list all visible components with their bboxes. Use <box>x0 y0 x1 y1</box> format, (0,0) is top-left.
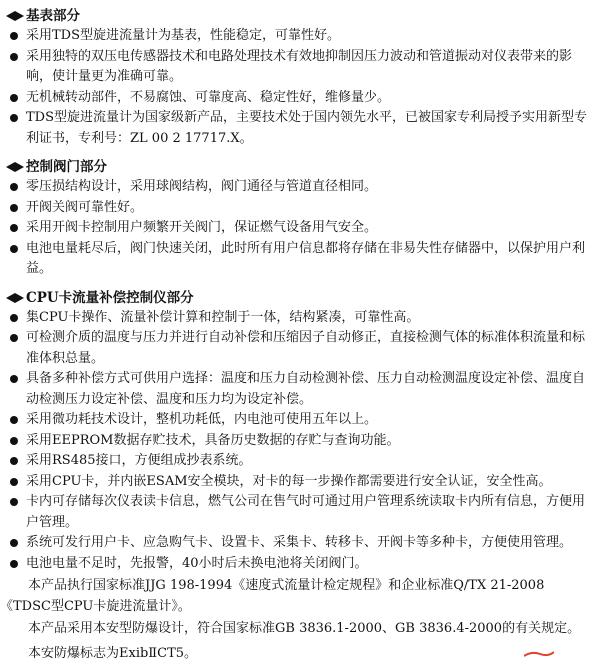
list-item: 电池电量耗尽后，阀门快速关闭，此时所有用户信息都将存储在非易失性存储器中，以保护用户利益。 <box>0 239 602 280</box>
section-heading <box>0 288 602 308</box>
list-item: 采用TDS型旋进流量计为基表，性能稳定，可靠性好。 <box>0 26 602 47</box>
circle-bullet-icon <box>10 560 18 568</box>
standard-paragraph <box>0 576 602 597</box>
section-control-valve <box>0 157 602 280</box>
circle-bullet-icon <box>10 375 18 383</box>
list-item: 零压损结构设计，采用球阀结构，阀门通径与管道直径相同。 <box>0 177 602 198</box>
spacer <box>0 149 602 157</box>
circle-bullet-icon <box>10 114 18 122</box>
list-item: TDS型旋进流量计为国家级新产品，主要技术处于国内领先水平，已被国家专利局授予实用新型专利证书，专利号：ZL 00 2 17717.X。 <box>0 108 602 149</box>
list-item: 采用EEPROM数据存贮技术，具备历史数据的存贮与查询功能。 <box>0 431 602 452</box>
section-heading <box>0 6 602 26</box>
circle-bullet-icon <box>10 245 18 253</box>
circle-bullet-icon <box>10 334 18 342</box>
standard-line-2: 《TDSC型CPU卡旋进流量计》。 <box>0 597 588 618</box>
list-item: 采用开阀卡控制用户频繁开关阀门，保证燃气设备用气安全。 <box>0 218 602 239</box>
circle-bullet-icon <box>10 53 18 61</box>
section-title: 基表部分 <box>26 8 80 24</box>
explosion-proof-paragraph: 本产品采用本安型防爆设计，符合国家标准GB 3836.1-2000、GB 3836.4-2000的有关规定。 <box>0 619 602 640</box>
section-base-meter <box>0 6 602 149</box>
list-item: 无机械转动部件，不易腐蚀、可靠度高、稳定性好，维修量少。 <box>0 88 602 109</box>
circle-bullet-icon <box>10 183 18 191</box>
circle-bullet-icon <box>10 204 18 212</box>
diamond-bullet-icon <box>6 162 15 172</box>
circle-bullet-icon <box>10 437 18 445</box>
item-list <box>0 177 602 280</box>
circle-bullet-icon <box>10 457 18 465</box>
list-item: 采用RS485接口，方便组成抄表系统。 <box>0 451 602 472</box>
diamond-bullet-icon <box>6 293 15 303</box>
list-item: 集CPU卡操作、流量补偿计算和控制于一体，结构紧凑，可靠性高。 <box>0 308 602 329</box>
circle-bullet-icon <box>10 539 18 547</box>
decorative-wave-icon <box>524 651 554 657</box>
circle-bullet-icon <box>10 32 18 40</box>
section-title: CPU卡流量补偿控制仪部分 <box>26 290 194 306</box>
list-item: 系统可发行用户卡、应急购气卡、设置卡、采集卡、转移卡、开阀卡等多种卡，方便使用管理。 <box>0 533 602 554</box>
list-item: 电池电量不足时，先报警，40小时后未换电池将关闭阀门。 <box>0 554 602 575</box>
circle-bullet-icon <box>10 416 18 424</box>
standard-line-1: 本产品执行国家标准JJG 198-1994《速度式流量计检定规程》和企业标准Q/TX 21-2008 <box>28 576 588 597</box>
spacer <box>0 280 602 288</box>
list-item: 采用CPU卡，并内嵌ESAM安全模块，对卡的每一步操作都需要进行安全认证，安全性高。 <box>0 472 602 493</box>
section-title: 控制阀门部分 <box>26 159 107 175</box>
circle-bullet-icon <box>10 314 18 322</box>
section-cpu-card-controller <box>0 288 602 575</box>
section-heading <box>0 157 602 177</box>
list-item: 卡内可存储每次仪表读卡信息，燃气公司在售气时可通过用户管理系统读取卡内所有信息，方便用户管理。 <box>0 492 602 533</box>
list-item: 开阀关阀可靠性好。 <box>0 198 602 219</box>
list-item: 采用独特的双压电传感器技术和电路处理技术有效地抑制因压力波动和管道振动对仪表带来的影响，使计量更为准确可靠。 <box>0 47 602 88</box>
circle-bullet-icon <box>10 498 18 506</box>
circle-bullet-icon <box>10 224 18 232</box>
circle-bullet-icon <box>10 478 18 486</box>
diamond-bullet-icon <box>6 11 15 21</box>
standard-paragraph-cont <box>0 597 602 618</box>
item-list <box>0 308 602 575</box>
list-item: 采用微功耗技术设计，整机功耗低，内电池可使用五年以上。 <box>0 410 602 431</box>
list-item: 可检测介质的温度与压力并进行自动补偿和压缩因子自动修正，直接检测气体的标准体积流量和标准体积总量。 <box>0 328 602 369</box>
item-list <box>0 26 602 149</box>
circle-bullet-icon <box>10 94 18 102</box>
explosion-mark-paragraph: 本安防爆标志为ExibⅡCT5。 <box>0 644 602 664</box>
list-item: 具备多种补偿方式可供用户选择：温度和压力自动检测补偿、压力自动检测温度设定补偿、温度自动检测压力设定补偿、温度和压力均为设定补偿。 <box>0 369 602 410</box>
